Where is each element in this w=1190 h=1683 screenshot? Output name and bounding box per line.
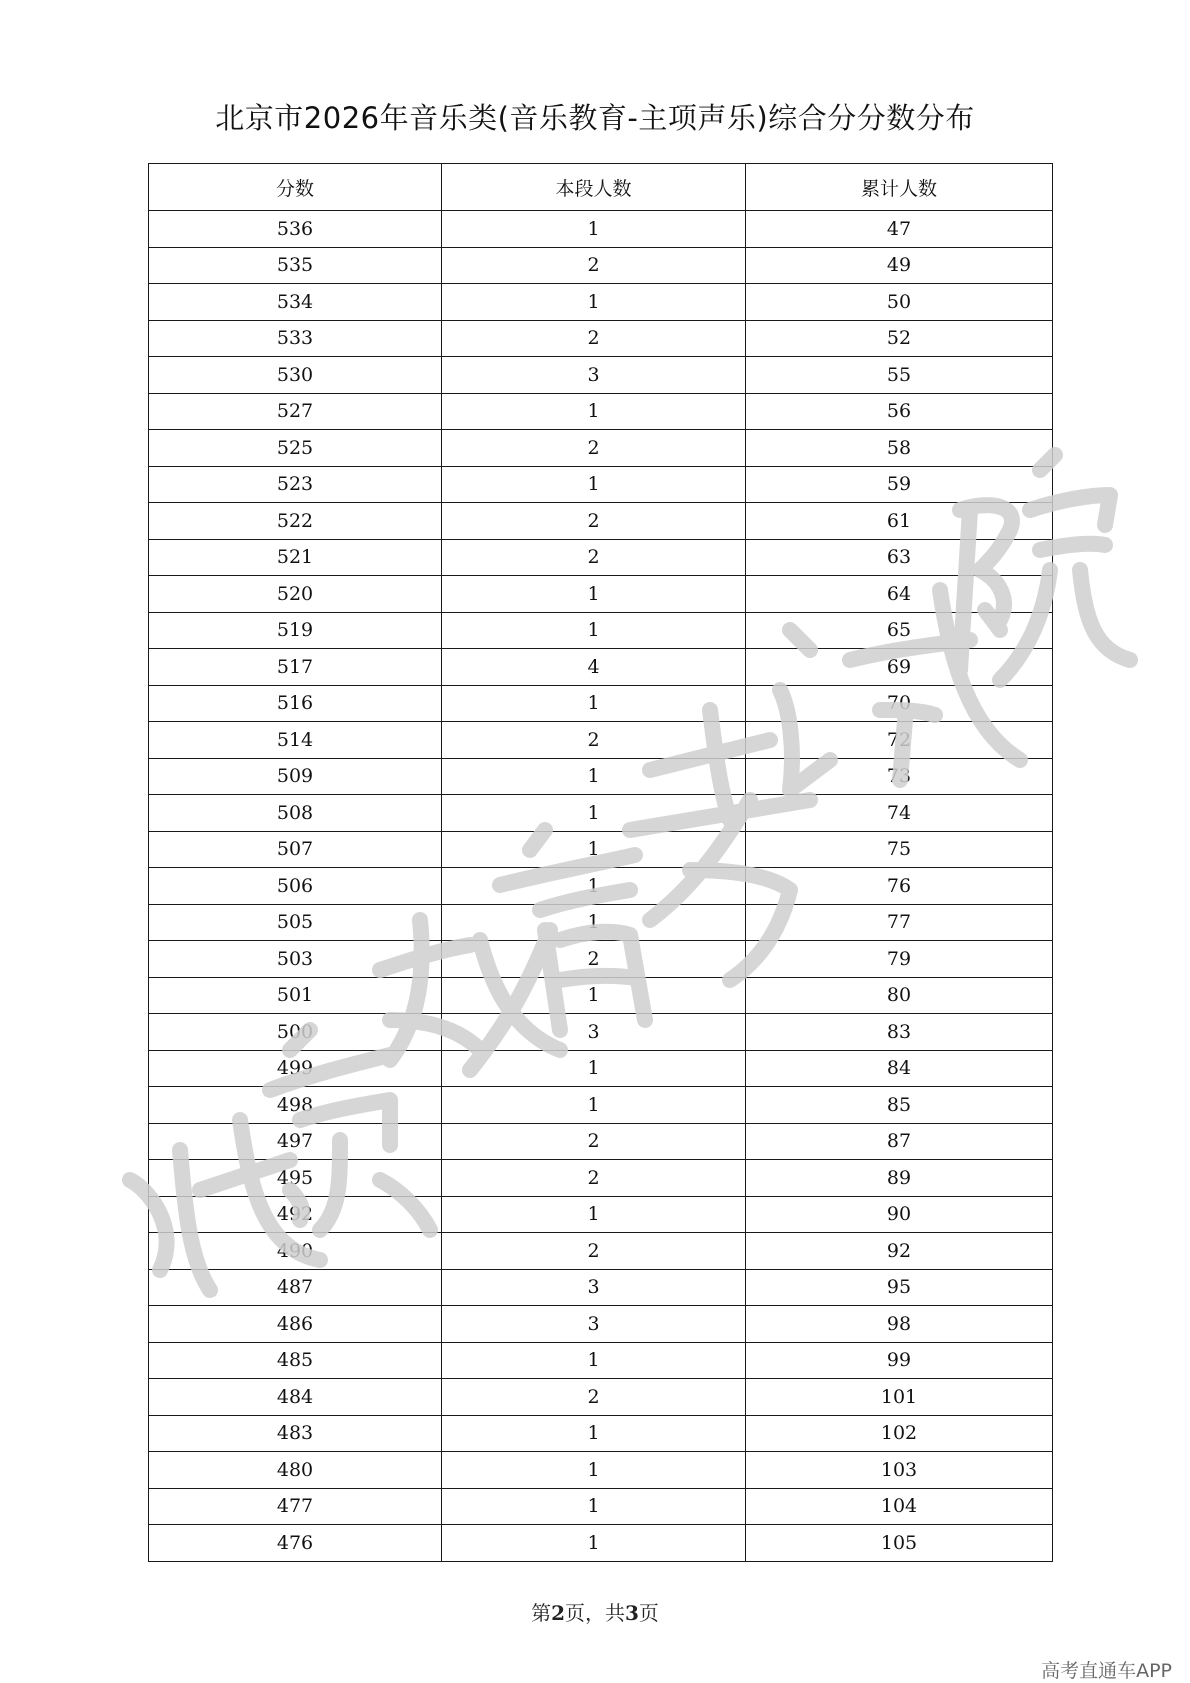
cell-cumulative-count: 105 bbox=[746, 1525, 1053, 1562]
cell-segment-count: 1 bbox=[442, 576, 746, 613]
cell-segment-count: 2 bbox=[442, 320, 746, 357]
cell-segment-count: 2 bbox=[442, 503, 746, 540]
table-row bbox=[149, 977, 1053, 1014]
table-row bbox=[149, 284, 1053, 321]
cell-cumulative-count: 65 bbox=[746, 612, 1053, 649]
cell-segment-count: 1 bbox=[442, 904, 746, 941]
table-row bbox=[149, 612, 1053, 649]
footer-middle: 页，共 bbox=[565, 1601, 625, 1625]
table-row bbox=[149, 649, 1053, 686]
table-row bbox=[149, 1525, 1053, 1562]
cell-score: 506 bbox=[149, 868, 442, 905]
cell-segment-count: 2 bbox=[442, 1379, 746, 1416]
cell-segment-count: 1 bbox=[442, 1525, 746, 1562]
cell-segment-count: 1 bbox=[442, 1196, 746, 1233]
table-row bbox=[149, 357, 1053, 394]
cell-score: 525 bbox=[149, 430, 442, 467]
table-row bbox=[149, 576, 1053, 613]
table-row bbox=[149, 503, 1053, 540]
cell-score: 533 bbox=[149, 320, 442, 357]
cell-score: 490 bbox=[149, 1233, 442, 1270]
header-score: 分数 bbox=[149, 164, 442, 211]
cell-cumulative-count: 92 bbox=[746, 1233, 1053, 1270]
table-row bbox=[149, 1306, 1053, 1343]
cell-score: 523 bbox=[149, 466, 442, 503]
cell-score: 499 bbox=[149, 1050, 442, 1087]
table-row bbox=[149, 1488, 1053, 1525]
cell-cumulative-count: 98 bbox=[746, 1306, 1053, 1343]
cell-score: 519 bbox=[149, 612, 442, 649]
table-row bbox=[149, 1160, 1053, 1197]
cell-cumulative-count: 49 bbox=[746, 247, 1053, 284]
cell-cumulative-count: 76 bbox=[746, 868, 1053, 905]
cell-cumulative-count: 80 bbox=[746, 977, 1053, 1014]
cell-segment-count: 2 bbox=[442, 247, 746, 284]
cell-segment-count: 2 bbox=[442, 722, 746, 759]
cell-segment-count: 1 bbox=[442, 284, 746, 321]
cell-cumulative-count: 72 bbox=[746, 722, 1053, 759]
cell-cumulative-count: 79 bbox=[746, 941, 1053, 978]
cell-segment-count: 4 bbox=[442, 649, 746, 686]
cell-segment-count: 2 bbox=[442, 1123, 746, 1160]
cell-score: 516 bbox=[149, 685, 442, 722]
cell-score: 476 bbox=[149, 1525, 442, 1562]
cell-score: 517 bbox=[149, 649, 442, 686]
cell-cumulative-count: 55 bbox=[746, 357, 1053, 394]
cell-cumulative-count: 59 bbox=[746, 466, 1053, 503]
cell-cumulative-count: 89 bbox=[746, 1160, 1053, 1197]
cell-segment-count: 1 bbox=[442, 831, 746, 868]
cell-segment-count: 1 bbox=[442, 211, 746, 248]
cell-score: 484 bbox=[149, 1379, 442, 1416]
table-row bbox=[149, 685, 1053, 722]
table-row bbox=[149, 1123, 1053, 1160]
cell-segment-count: 1 bbox=[442, 612, 746, 649]
cell-segment-count: 1 bbox=[442, 1452, 746, 1489]
cell-cumulative-count: 103 bbox=[746, 1452, 1053, 1489]
cell-cumulative-count: 90 bbox=[746, 1196, 1053, 1233]
cell-cumulative-count: 50 bbox=[746, 284, 1053, 321]
cell-score: 492 bbox=[149, 1196, 442, 1233]
table-row bbox=[149, 868, 1053, 905]
cell-segment-count: 1 bbox=[442, 868, 746, 905]
cell-cumulative-count: 101 bbox=[746, 1379, 1053, 1416]
cell-segment-count: 1 bbox=[442, 1050, 746, 1087]
table-row bbox=[149, 1233, 1053, 1270]
cell-segment-count: 1 bbox=[442, 1415, 746, 1452]
cell-cumulative-count: 69 bbox=[746, 649, 1053, 686]
table-row bbox=[149, 393, 1053, 430]
cell-cumulative-count: 70 bbox=[746, 685, 1053, 722]
table-row bbox=[149, 1196, 1053, 1233]
table-row bbox=[149, 1452, 1053, 1489]
cell-segment-count: 2 bbox=[442, 941, 746, 978]
cell-score: 521 bbox=[149, 539, 442, 576]
cell-cumulative-count: 52 bbox=[746, 320, 1053, 357]
cell-score: 503 bbox=[149, 941, 442, 978]
table-row bbox=[149, 211, 1053, 248]
cell-score: 495 bbox=[149, 1160, 442, 1197]
cell-score: 509 bbox=[149, 758, 442, 795]
cell-segment-count: 3 bbox=[442, 1014, 746, 1051]
cell-cumulative-count: 85 bbox=[746, 1087, 1053, 1124]
cell-segment-count: 2 bbox=[442, 430, 746, 467]
cell-segment-count: 1 bbox=[442, 1087, 746, 1124]
table-row bbox=[149, 758, 1053, 795]
table-row bbox=[149, 1379, 1053, 1416]
cell-score: 520 bbox=[149, 576, 442, 613]
header-cumulative-count: 累计人数 bbox=[746, 164, 1053, 211]
cell-segment-count: 1 bbox=[442, 1342, 746, 1379]
cell-cumulative-count: 87 bbox=[746, 1123, 1053, 1160]
total-pages-number: 3 bbox=[625, 1601, 639, 1625]
cell-score: 485 bbox=[149, 1342, 442, 1379]
cell-segment-count: 1 bbox=[442, 393, 746, 430]
cell-score: 487 bbox=[149, 1269, 442, 1306]
cell-segment-count: 1 bbox=[442, 466, 746, 503]
table-row bbox=[149, 722, 1053, 759]
cell-segment-count: 1 bbox=[442, 795, 746, 832]
cell-score: 530 bbox=[149, 357, 442, 394]
cell-score: 527 bbox=[149, 393, 442, 430]
cell-score: 507 bbox=[149, 831, 442, 868]
table-row bbox=[149, 247, 1053, 284]
table-row bbox=[149, 795, 1053, 832]
cell-score: 486 bbox=[149, 1306, 442, 1343]
table-row bbox=[149, 539, 1053, 576]
cell-segment-count: 1 bbox=[442, 685, 746, 722]
table-row bbox=[149, 1269, 1053, 1306]
cell-cumulative-count: 75 bbox=[746, 831, 1053, 868]
cell-score: 514 bbox=[149, 722, 442, 759]
cell-score: 500 bbox=[149, 1014, 442, 1051]
cell-cumulative-count: 104 bbox=[746, 1488, 1053, 1525]
cell-score: 480 bbox=[149, 1452, 442, 1489]
cell-cumulative-count: 102 bbox=[746, 1415, 1053, 1452]
cell-score: 535 bbox=[149, 247, 442, 284]
cell-cumulative-count: 74 bbox=[746, 795, 1053, 832]
cell-score: 505 bbox=[149, 904, 442, 941]
cell-score: 508 bbox=[149, 795, 442, 832]
cell-cumulative-count: 99 bbox=[746, 1342, 1053, 1379]
cell-segment-count: 1 bbox=[442, 758, 746, 795]
cell-segment-count: 3 bbox=[442, 1306, 746, 1343]
table-row bbox=[149, 320, 1053, 357]
cell-cumulative-count: 64 bbox=[746, 576, 1053, 613]
cell-score: 477 bbox=[149, 1488, 442, 1525]
cell-segment-count: 2 bbox=[442, 1233, 746, 1270]
cell-score: 536 bbox=[149, 211, 442, 248]
cell-cumulative-count: 61 bbox=[746, 503, 1053, 540]
cell-cumulative-count: 77 bbox=[746, 904, 1053, 941]
cell-segment-count: 3 bbox=[442, 357, 746, 394]
cell-score: 501 bbox=[149, 977, 442, 1014]
page-title: 北京市2026年音乐类(音乐教育-主项声乐)综合分分数分布 bbox=[215, 101, 975, 135]
table-header-row bbox=[149, 164, 1053, 211]
cell-score: 522 bbox=[149, 503, 442, 540]
footer-suffix: 页 bbox=[638, 1601, 659, 1625]
table-row bbox=[149, 941, 1053, 978]
table-row bbox=[149, 1050, 1053, 1087]
cell-cumulative-count: 58 bbox=[746, 430, 1053, 467]
cell-cumulative-count: 95 bbox=[746, 1269, 1053, 1306]
table-row bbox=[149, 904, 1053, 941]
cell-score: 498 bbox=[149, 1087, 442, 1124]
cell-segment-count: 2 bbox=[442, 1160, 746, 1197]
table-row bbox=[149, 430, 1053, 467]
page-footer bbox=[0, 1597, 1190, 1626]
cell-segment-count: 1 bbox=[442, 977, 746, 1014]
table-row bbox=[149, 1342, 1053, 1379]
table-row bbox=[149, 831, 1053, 868]
cell-score: 483 bbox=[149, 1415, 442, 1452]
footer-prefix: 第 bbox=[531, 1601, 552, 1625]
header-segment-count: 本段人数 bbox=[442, 164, 746, 211]
cell-segment-count: 3 bbox=[442, 1269, 746, 1306]
cell-score: 534 bbox=[149, 284, 442, 321]
cell-cumulative-count: 63 bbox=[746, 539, 1053, 576]
cell-cumulative-count: 56 bbox=[746, 393, 1053, 430]
table-row bbox=[149, 1014, 1053, 1051]
table-row bbox=[149, 466, 1053, 503]
source-label: 高考直通车APP bbox=[1041, 1660, 1172, 1682]
table-row bbox=[149, 1087, 1053, 1124]
cell-cumulative-count: 47 bbox=[746, 211, 1053, 248]
table-row bbox=[149, 1415, 1053, 1452]
cell-cumulative-count: 84 bbox=[746, 1050, 1053, 1087]
score-distribution-table bbox=[148, 163, 1053, 1562]
cell-segment-count: 1 bbox=[442, 1488, 746, 1525]
cell-cumulative-count: 83 bbox=[746, 1014, 1053, 1051]
cell-cumulative-count: 73 bbox=[746, 758, 1053, 795]
current-page-number: 2 bbox=[551, 1601, 565, 1625]
cell-score: 497 bbox=[149, 1123, 442, 1160]
cell-segment-count: 2 bbox=[442, 539, 746, 576]
